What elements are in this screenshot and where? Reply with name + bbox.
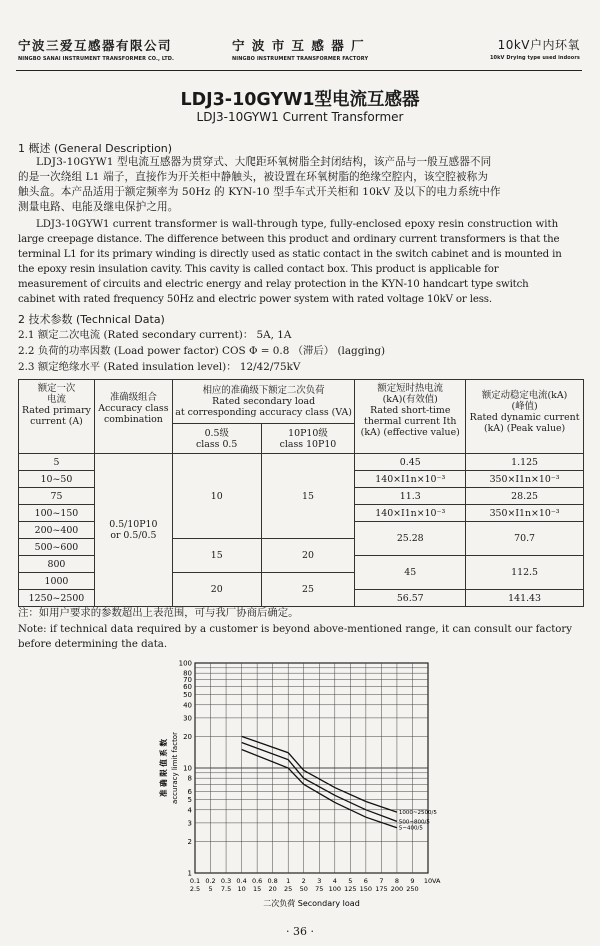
cell-accuracy-combination: 0.5/10P10 or 0.5/0.5 — [94, 454, 172, 607]
cell-thermal: 0.45 — [355, 454, 466, 471]
y-tick-label: 80 — [183, 669, 192, 678]
x-tick-label: 7 — [379, 877, 384, 885]
description-cn-line: LDJ3-10GYW1 型电流互感器为贯穿式、大爬距环氧树脂全封闭结构，该产品与一般互感器不同 — [36, 156, 492, 168]
x-tick-label: 10 — [423, 877, 433, 885]
factory-name-en: NINGBO INSTRUMENT TRANSFORMER FACTORY — [232, 56, 369, 62]
cell-dynamic: 1.125 — [466, 454, 584, 471]
y-tick-label: 10 — [183, 764, 192, 773]
y-tick-label: 20 — [183, 732, 192, 741]
x-tick-label-secondary: 25 — [284, 885, 293, 893]
cell-thermal: 25.28 — [355, 522, 466, 556]
cell-current: 200~400 — [19, 522, 95, 539]
x-tick-label: 8 — [394, 877, 400, 885]
header-type — [462, 36, 580, 66]
cell-thermal: 11.3 — [355, 488, 466, 505]
y-tick-label: 70 — [183, 675, 192, 684]
cell-current: 1000 — [19, 573, 95, 590]
description-en-line: terminal L1 for its primary winding is directly used as static contact in the switch cabinet and is mounted in — [18, 249, 562, 261]
x-tick-label-secondary: 250 — [406, 885, 419, 893]
x-tick-label-secondary: 75 — [315, 885, 324, 893]
cell-load-05: 20 — [172, 573, 261, 607]
cell-load-05: 10 — [172, 454, 261, 539]
y-tick-label: 50 — [183, 691, 192, 700]
series-label: 1000~2500/5 — [398, 810, 437, 817]
header-divider — [16, 70, 582, 71]
header-dynamic-current: 额定动稳定电流(kA) (峰值) Rated dynamic current (kA) (Peak value) — [466, 380, 584, 454]
cell-current: 75 — [19, 488, 95, 505]
technical-data-table — [18, 379, 584, 607]
description-cn-cont — [18, 170, 584, 215]
cell-thermal: 45 — [355, 556, 466, 590]
cell-dynamic: 112.5 — [466, 556, 584, 590]
y-tick-label: 40 — [183, 701, 192, 710]
header-accuracy-class: 准确级组合 Accuracy class combination — [94, 380, 172, 454]
cell-load-10p10: 15 — [261, 454, 355, 539]
cell-dynamic: 350×I1n×10⁻³ — [466, 505, 584, 522]
x-tick-label-secondary: 175 — [375, 885, 388, 893]
y-tick-label: 30 — [183, 714, 192, 723]
header-company — [18, 36, 174, 66]
header-class-10p10: 10P10级 class 10P10 — [261, 424, 355, 454]
cell-thermal: 56.57 — [355, 590, 466, 607]
description-en-line: measurement of circuits and electric energy and relay protection in the KYN-10 handcart type switch — [18, 279, 529, 291]
description-en-line: large creepage distance. The difference between this product and ordinary current transformers is that the — [18, 234, 560, 245]
x-tick-label: 0.4 — [236, 877, 247, 885]
y-tick-label: 8 — [187, 774, 192, 783]
spec-power-factor: 2.2 负荷的功率因数 (Load power factor) COS Φ = 0.8 （滞后） (lagging) — [18, 345, 386, 357]
x-tick-label: 0.3 — [220, 877, 232, 885]
x-tick-label: 5 — [348, 877, 353, 885]
cell-current: 500~600 — [19, 539, 95, 556]
company-name-en: NINGBO SANAI INSTRUMENT TRANSFORMER CO., LTD. — [18, 56, 175, 62]
type-en: 10kV Drying type used indoors — [489, 55, 580, 61]
x-tick-label-secondary: 5 — [208, 885, 213, 893]
x-tick-label-secondary: 7.5 — [220, 885, 232, 893]
cell-dynamic: 350×I1n×10⁻³ — [466, 471, 584, 488]
y-tick-label: 2 — [187, 837, 192, 846]
type-cn: 10kV户内环氧 — [497, 38, 580, 52]
x-tick-label: 3 — [317, 877, 322, 885]
description-en-line: cabinet with rated frequency 50Hz and electric power system with rated voltage 10kV or less. — [18, 294, 492, 306]
x-tick-label: 0.6 — [251, 877, 263, 885]
description-cn — [18, 155, 584, 170]
page-number: · 36 · — [286, 925, 314, 938]
x-tick-label-secondary: 125 — [344, 885, 357, 893]
chart-grid — [195, 663, 428, 873]
description-cn-line: 测量电路、电能及继电保护之用。 — [18, 201, 179, 214]
x-tick-label: 2 — [301, 877, 306, 885]
x-tick-label-secondary: 150 — [359, 885, 373, 893]
cell-load-10p10: 25 — [261, 573, 355, 607]
x-tick-label-secondary: 200 — [390, 885, 404, 893]
description-en — [18, 217, 584, 232]
x-axis-label: 二次负荷 Secondary load — [263, 899, 360, 908]
header-factory — [232, 36, 368, 66]
note-en — [18, 622, 588, 652]
x-tick-label: 1 — [286, 877, 291, 885]
y-tick-label: 3 — [187, 819, 192, 828]
x-tick-label: 9 — [410, 877, 415, 885]
cell-dynamic: 70.7 — [466, 522, 584, 556]
cell-load-05: 15 — [172, 539, 261, 573]
cell-dynamic: 141.43 — [466, 590, 584, 607]
header-primary-current: 额定一次 电流 Rated primary current (A) — [19, 380, 95, 454]
note-en-line: before determining the data. — [18, 639, 168, 650]
description-en-line: the epoxy resin insulation cavity. This cavity is called contact box. This product is applicable for — [18, 264, 499, 276]
cell-current: 800 — [19, 556, 95, 573]
y-tick-label: 60 — [183, 682, 192, 691]
header-secondary-load: 相应的准确级下额定二次负荷 Rated secondary load at corresponding accuracy class (VA) — [172, 380, 354, 424]
y-tick-label: 5 — [187, 796, 192, 805]
page-title: LDJ3-10GYW1型电流互感器 — [180, 90, 420, 110]
description-en-line: LDJ3-10GYW1 current transformer is wall-through type, fully-enclosed epoxy resin construction with — [36, 219, 559, 230]
header-thermal-current: 额定短时热电流 (kA)(有效值) Rated short-time thermal current Ith (kA) (effective value) — [355, 380, 466, 454]
x-tick-label: 4 — [332, 877, 337, 885]
cell-current: 10~50 — [19, 471, 95, 488]
cell-current: 100~150 — [19, 505, 95, 522]
x-tick-label-secondary: 50 — [299, 885, 308, 893]
x-tick-label: 0.8 — [267, 877, 278, 885]
series-label: 500~800/5 — [398, 819, 430, 826]
series-label: 5~400/5 — [398, 825, 423, 832]
spec-secondary-current: 2.1 额定二次电流 (Rated secondary current)： 5A, 1A — [18, 329, 292, 341]
x-tick-label: 0.2 — [205, 877, 216, 885]
y-tick-label: 100 — [178, 659, 192, 668]
cell-load-10p10: 20 — [261, 539, 355, 573]
x-tick-label-secondary: 20 — [268, 885, 277, 893]
factory-name-cn: 宁 波 市 互 感 器 厂 — [232, 38, 366, 53]
note-en-line: Note: if technical data required by a customer is beyond above-mentioned range, it can consult our factory — [18, 624, 573, 635]
cell-current: 1250~2500 — [19, 590, 95, 607]
page-subtitle: LDJ3-10GYW1 Current Transformer — [196, 110, 404, 124]
cell-dynamic: 28.25 — [466, 488, 584, 505]
description-cn-line: 的是一次绕组 L1 端子，直接作为开关柜中静触头，被设置在环氧树脂的绝缘空腔内，该空腔被称为 — [18, 171, 489, 183]
x-unit-label: VA — [432, 877, 441, 885]
y-tick-label: 6 — [187, 787, 192, 796]
cell-thermal: 140×I1n×10⁻³ — [355, 471, 466, 488]
x-tick-label: 6 — [363, 877, 368, 885]
note-cn: 注：如用户要求的参数超出上表范围，可与我厂协商后确定。 — [18, 607, 299, 619]
x-tick-label-secondary: 100 — [328, 885, 342, 893]
y-tick-label: 1 — [187, 869, 192, 878]
x-tick-label-secondary: 2.5 — [189, 885, 201, 893]
section-heading-description: 1 概述 (General Description) — [18, 142, 173, 155]
header-class-05: 0.5级 class 0.5 — [172, 424, 261, 454]
x-tick-label-secondary: 15 — [252, 885, 262, 893]
accuracy-limit-chart — [130, 653, 450, 915]
company-name-cn: 宁波三爱互感器有限公司 — [18, 38, 173, 53]
cell-current: 5 — [19, 454, 95, 471]
section-heading-technical: 2 技术参数 (Technical Data) — [18, 313, 165, 326]
description-cn-line: 触头盒。本产品适用于额定频率为 50Hz 的 KYN-10 型手车式开关柜和 10kV 及以下的电力系统中作 — [18, 186, 501, 199]
x-tick-label-secondary: 10 — [237, 885, 246, 893]
x-tick-label: 0.1 — [189, 877, 201, 885]
description-en-cont — [18, 232, 584, 307]
y-tick-label: 4 — [187, 806, 192, 815]
y-axis-label-en: accuracy limit factor — [171, 732, 179, 804]
chart-labels — [158, 660, 441, 909]
y-axis-label-cn: 准 确 限 值 系 数 — [159, 738, 168, 798]
cell-thermal: 140×I1n×10⁻³ — [355, 505, 466, 522]
spec-insulation-level: 2.3 额定绝缘水平 (Rated insulation level)： 12/42/75kV — [18, 361, 301, 373]
